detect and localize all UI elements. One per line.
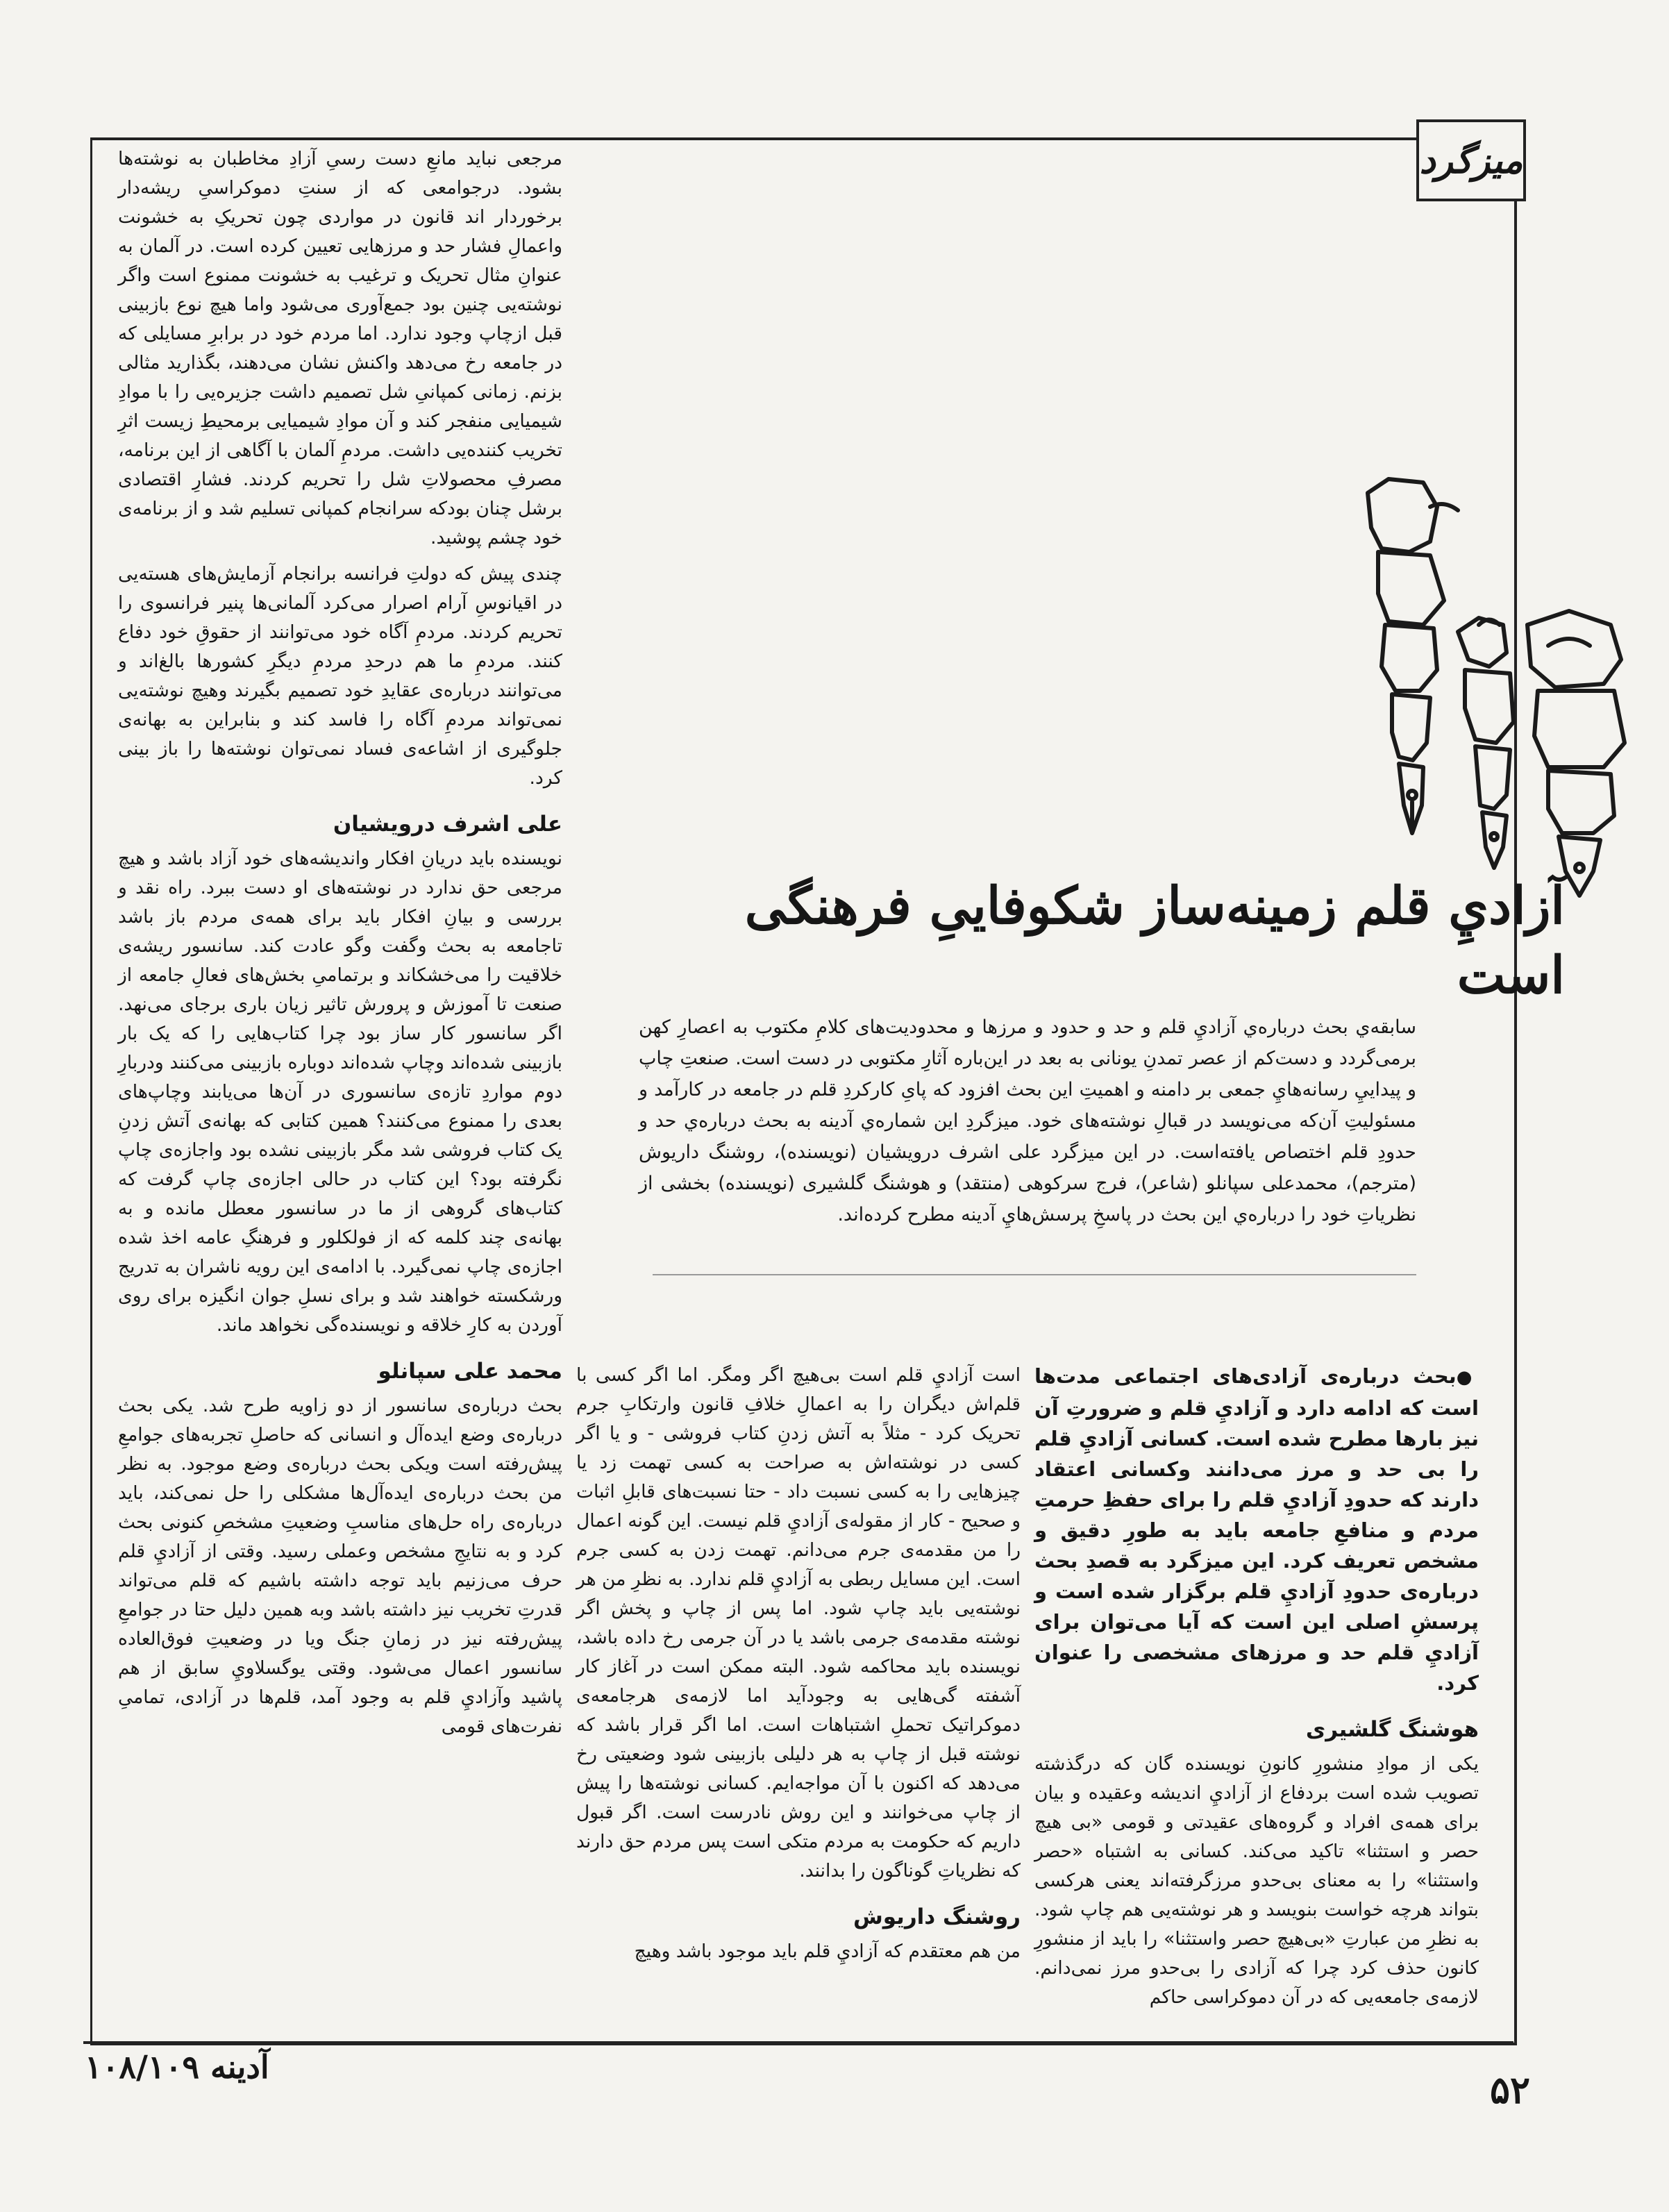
- paragraph: چندی پیش که دولتِ فرانسه برانجام آزمایش‌های هسته‌یی در اقیانوسِ آرام اصرار می‌کرد آلمانی‌ها پنیر فرانسوی را تحریم کردند. مردمِ آگاه خود می‌توانند از حقوقِ خود دفاع کنند. مردمِ ما هم درحدِ مردمِ دیگرِ کشورها بالغ‌اند و می‌توانند درباره‌ی عقایدِ خود تصمیم بگیرند وهیچ نوشته‌یی نمی‌تواند مردمِ آگاه را فاسد کند و بنابراین به بهانه‌ی جلوگیری از اشاعه‌ی فساد نمی‌توان نوشته‌ها را باز بینی کرد.: [118, 563, 562, 789]
- section-tag: [1416, 119, 1526, 201]
- fountain-pens-illustration: [1340, 417, 1645, 903]
- page-number: ۵۲: [1489, 2068, 1530, 2112]
- column-right: [1034, 1361, 1479, 2019]
- bullet-icon: ●: [1456, 1367, 1479, 1388]
- footer-divider: [83, 2041, 1513, 2044]
- speaker-heading: علی اشرف درویشیان: [333, 812, 562, 837]
- column-left: [118, 144, 562, 1748]
- paragraph: یکی از موادِ منشورِ کانونِ نویسنده گان که درگذشته تصویب شده است بردفاع از آزاديِ اندیشه وعقیده و بیان برای همه‌ی افراد و گروه‌های عقیدتی و قومی «بی هیچ حصر و استثنا» تاکید می‌کند. کسانی به اشتباه «حصر واستثنا» را به معنای بی‌حدو مرزگرفته‌اند یعنی هرکسی بتواند هرچه خواست بنویسد و هر نوشته‌یی هم چاپ شود. به نظرِ من عبارتِ «بی‌هیچ حصر واستثنا» را باید از منشورِ کانون حذف کرد چرا که آزادی را بی‌حدو مرز نمی‌دانم. لازمه‌ی جامعه‌یی که در آن دموکراسی حاکم: [1034, 1753, 1479, 2008]
- lead-question-text: بحث درباره‌ی آزادی‌های اجتماعی مدت‌ها است که ادامه دارد و آزاديِ قلم و ضرورتِ آن نیز بارها مطرح شده است. کسانی آزاديِ قلم را بی حد و مرز می‌دانند وکسانی اعتقاد دارند که حدودِ آزاديِ قلم را برای حفظِ حرمتِ مردم و منافعِ جامعه باید به طورِ دقیق و مشخص تعریف کرد. این میزگرد به قصدِ بحث درباره‌ی حدودِ آزاديِ قلم برگزار شده است و پرسشِ اصلی این است که آیا می‌توان برای آزاديِ قلم حد و مرزهای مشخصی را عنوان کرد.: [1034, 1364, 1479, 1695]
- column-middle: [576, 1361, 1021, 1973]
- article-title: آزاديِ قلم زمینه‌ساز شکوفاییِ فرهنگی است: [744, 875, 1565, 1005]
- speaker-heading: محمد علی سپانلو: [378, 1359, 562, 1384]
- intro-divider: [653, 1274, 1416, 1275]
- lead-question: [1034, 1361, 1479, 1698]
- speaker-heading: روشنگ داریوش: [853, 1904, 1021, 1929]
- issue-label: آدینه ۱۰۸/۱۰۹: [85, 2048, 269, 2086]
- paragraph: است آزاديِ قلم است بی‌هیچ اگر ومگر. اما اگر کسی با قلم‌اش دیگران را به اعمالِ خلافِ قانون وارتکابِ جرم تحریک کرد - مثلاً به آتش زدنِ کتاب فروشی - و یا اگر کسی در نوشته‌اش به صراحت به کسی تهمت زد یا چیزهایی را به کسی نسبت داد - حتا نسبت‌های قابلِ اثبات و صحیح - کار از مقوله‌ی آزاديِ قلم نیست. این گونه اعمال را من مقدمه‌ی جرم می‌دانم. تهمت زدن به کسی جرم است. این مسایل ربطی به آزاديِ قلم ندارد. به نظرِ من هر نوشته‌یی باید چاپ شود. اما پس از چاپ و پخش اگر نوشته مقدمه‌ی جرمی باشد یا در آن جرمی رخ داده باشد، نویسنده باید محاکمه شود. البته ممکن است در آغاز کار آشفته گی‌هایی به وجودآید اما لازمه‌ی هرجامعه‌ی دموکراتیک تحملِ اشتباهات است. اما اگر قرار باشد که نوشته قبل از چاپ به هر دلیلی بازبینی شود وضعیتی رخ می‌دهد که اکنون با آن مواجه‌ایم. کسانی نوشته‌ها را پیش از چاپ می‌خوانند و این روش نادرست است. اگر قبول داریم که حکومت به مردم متکی است پس مردم حق دارند که نظریاتِ گوناگون را بدانند.: [576, 1364, 1021, 1882]
- paragraph: بحث درباره‌ی سانسور از دو زاویه طرح شد. یکی بحث درباره‌ی وضع ایده‌آل و انسانی که حاصلِ تجربه‌های جوامعِ پیش‌رفته است ویکی بحث درباره‌ی وضع موجود. به نظر من بحث درباره‌ی ایده‌آل‌ها مشکلی را حل نمی‌کند، باید درباره‌ی راه حل‌های مناسبِ وضعیتِ مشخصِ کنونی بحث کرد و به نتایجِ مشخص وعملی رسید. وقتی از آزاديِ قلم حرف می‌زنیم باید توجه داشته باشیم که قلم می‌تواند قدرتِ تخریب نیز داشته باشد وبه همین دلیل حتا در جوامعِ پیش‌رفته نیز در زمانِ جنگ ویا در وضعیتِ فوق‌العاده سانسور اعمال می‌شود. وقتی یوگسلاويِ سابق از هم پاشید وآزاديِ قلم به وجود آمد، قلم‌ها در آزادی، تمامیِ نفرت‌های قومی: [118, 1395, 562, 1737]
- speaker-heading: هوشنگ گلشیری: [1305, 1717, 1479, 1742]
- paragraph: نویسنده باید دریانِ افکار واندیشه‌های خود آزاد باشد و هیچ مرجعی حق ندارد در نوشته‌های او دست ببرد. راه نقد و بررسی و بیانِ افکار باید برای همه‌ی مردم باز باشد تاجامعه به بحث وگفت وگو عادت کند. سانسور ریشه‌ی خلاقیت را می‌خشکاند و برتمامیِ بخش‌های فعالِ جامعه از صنعت تا آموزش و پرورش تاثیر زیان باری برجای می‌نهد. اگر سانسور کار ساز بود چرا کتاب‌هایی را که یک بار بازبینی شده‌اند وچاپ شده‌اند دوباره بازبینی می‌کنند ودربارِ دوم مواردِ تازه‌ی سانسوری در آن‌ها می‌یابند وچاپ‌های بعدی را ممنوع می‌کنند؟ همین کتابی که بهانه‌ی آتش زدنِ یک کتاب فروشی شد مگر بازبینی نشده بود واجازه‌ی چاپ نگرفته بود؟ این کتاب در حالی اجازه‌ی چاپ گرفت که کتاب‌های گروهی از ما در سانسور معطل مانده و به بهانه‌ی چند کلمه که از فولکلور و فرهنگِ عامه اخذ شده اجازه‌ی چاپ نمی‌گیرد. با ادامه‌ی این رویه ناشران به تدریج ورشکسته خواهند شد و برای نسلِ جوان انگیزه برای روی آوردن به کارِ خلاقه و نویسنده‌گی نخواهد ماند.: [118, 848, 562, 1336]
- article-intro: سابقه‌ي بحث درباره‌ي آزاديِ قلم و حد و حدود و مرزها و محدودیت‌های کلامِ مکتوب به اعصارِ کهن برمی‌گردد و دست‌کم از عصر تمدنِ یونانی به بعد در این‌باره آثارِ مکتوبی در دست است. صنعتِ چاپ و پیدایيِ رسانه‌هايِ جمعی بر دامنه و اهمیتِ این بحث افزود که پایِ کارکردِ قلم در جامعه در کارآمد و مسئولیتِ آن‌که می‌نویسد در قبالِ نوشته‌های خود. میزگردِ این شماره‌ي آدینه به بحث درباره‌ي حد و حدودِ قلم اختصاص یافته‌است. در این میزگرد علی اشرف درویشیان (نویسنده)، روشنگ داریوش (مترجم)، محمدعلی سپانلو (شاعر)، فرج سرکوهی (منتقد) و هوشنگ گلشیری (نویسنده) بخشی از نظریاتِ خود را درباره‌ي این بحث در پاسخِ پرسش‌هايِ آدینه مطرح کرده‌اند.: [639, 1016, 1416, 1225]
- paragraph: من هم معتقدم که آزاديِ قلم باید موجود باشد وهیچ: [634, 1941, 1021, 1962]
- paragraph: مرجعی نباید مانعِ دست رسیِ آزادِ مخاطبان به نوشته‌ها بشود. درجوامعی که از سنتِ دموکراسیِ ریشه‌دار برخوردار اند قانون در مواردی چون تحریکِ به خشونت واعمالِ فشار حد و مرزهایی تعیین کرده است. در آلمان به عنوانِ مثال تحریک و ترغیب به خشونت ممنوع است واگر نوشته‌یی چنین بود جمع‌آوری می‌شود واما هیچ نوع بازبینی قبل ازچاپ وجود ندارد. اما مردم خود در برابرِ مسایلی که در جامعه رخ می‌دهد واکنش نشان می‌دهند، بگذارید مثالی بزنم. زمانی کمپانیِ شل تصمیم داشت جزیره‌یی را با موادِ شیمیایی منفجر کند و آن موادِ شیمیایی برمحیطِ زیست اثرِ تخریب کننده‌یی داشت. مردمِ آلمان با آگاهی از این برنامه، مصرفِ محصولاتِ شل را تحریم کردند. فشارِ اقتصادی برشل چنان بودکه سرانجام کمپانی تسلیم شد و از برنامه‌ی خود چشم پوشید.: [118, 148, 562, 548]
- section-tag-label: میزگرد: [1419, 139, 1523, 182]
